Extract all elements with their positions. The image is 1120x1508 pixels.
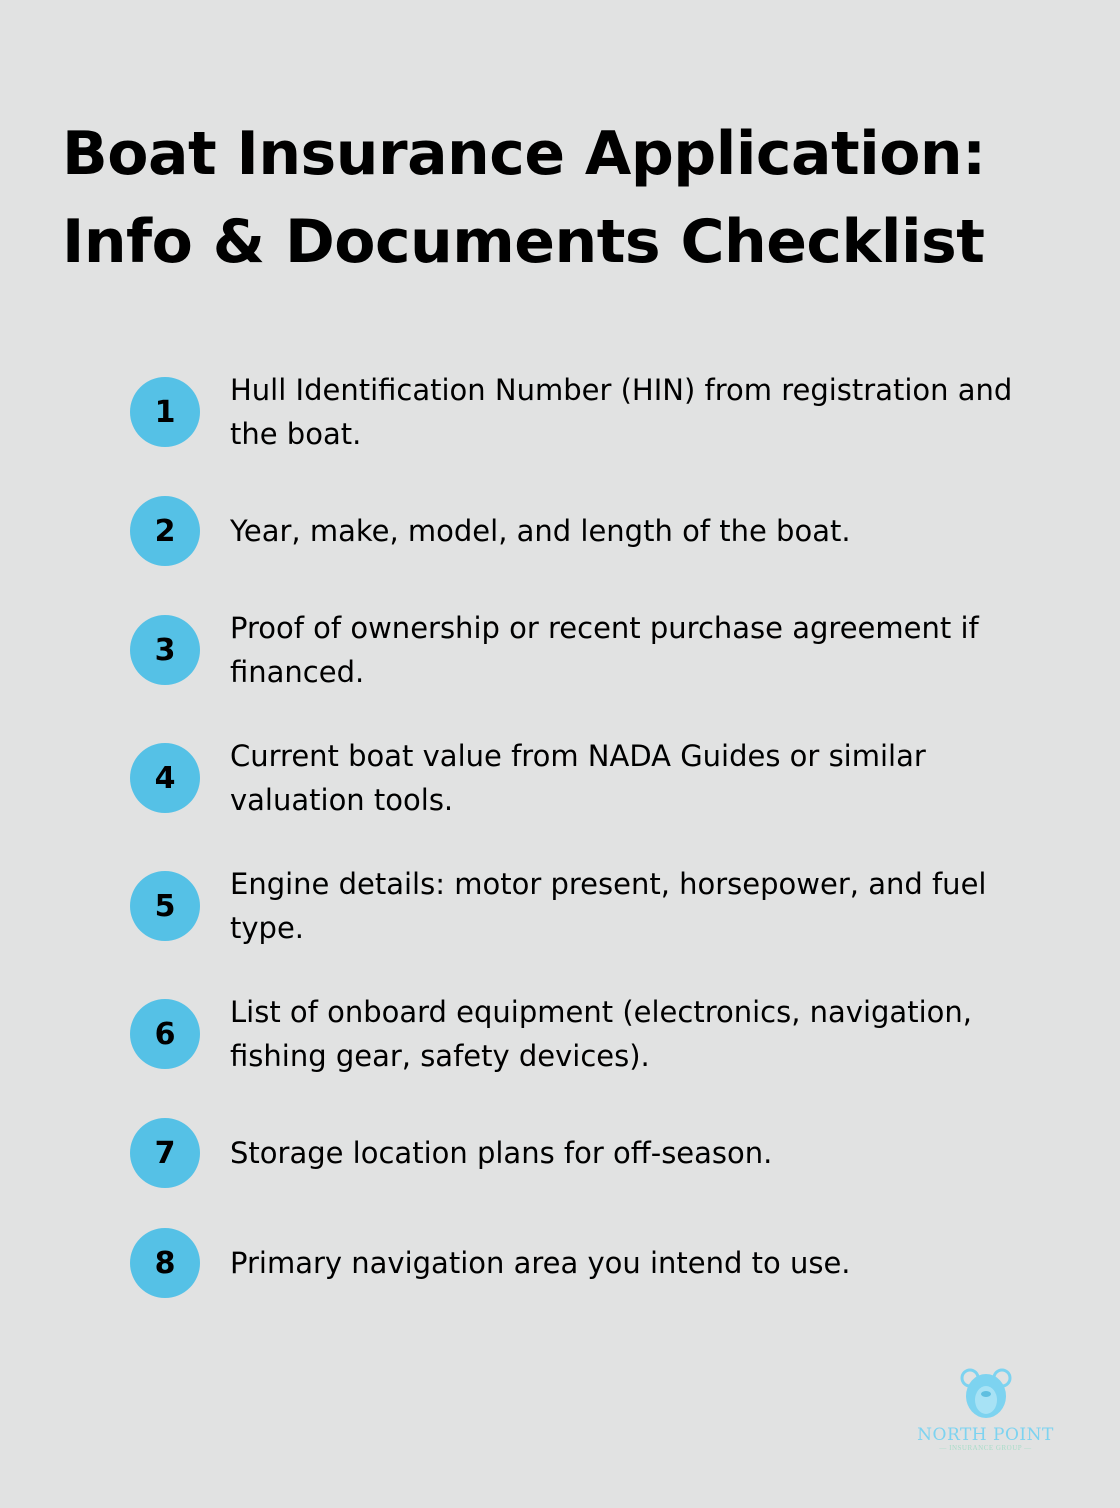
title-line-2: Info & Documents Checklist: [62, 207, 985, 277]
title-line-1: Boat Insurance Application:: [62, 119, 986, 189]
checklist-item: [130, 734, 1060, 822]
bear-head-icon: [958, 1366, 1014, 1422]
step-number-badge: 3: [130, 615, 200, 685]
logo-name: NORTH POINT: [917, 1425, 1054, 1445]
checklist-item: [130, 1228, 1060, 1298]
checklist-item: [130, 862, 1060, 950]
page-title: [62, 110, 986, 286]
step-number-badge: 4: [130, 743, 200, 813]
checklist-item: [130, 496, 1060, 566]
company-logo: [908, 1366, 1063, 1452]
step-number-badge: 2: [130, 496, 200, 566]
step-number-badge: 5: [130, 871, 200, 941]
checklist-item-text: Storage location plans for off-season.: [230, 1136, 773, 1170]
checklist-item-text: Hull Identification Number (HIN) from registration and the boat.: [230, 373, 1013, 451]
checklist-item: [130, 990, 1060, 1078]
checklist-item: [130, 1118, 1060, 1188]
checklist-item-text: Proof of ownership or recent purchase agreement if financed.: [230, 611, 979, 689]
step-number-badge: 7: [130, 1118, 200, 1188]
checklist-item: [130, 368, 1060, 456]
checklist-item-text: List of onboard equipment (electronics, navigation, fishing gear, safety devices).: [230, 995, 972, 1073]
step-number-badge: 6: [130, 999, 200, 1069]
checklist-item-text: Engine details: motor present, horsepower, and fuel type.: [230, 867, 987, 945]
step-number-badge: 8: [130, 1228, 200, 1298]
checklist-item-text: Primary navigation area you intend to use.: [230, 1246, 851, 1280]
checklist-item: [130, 606, 1060, 694]
logo-subtitle: — INSURANCE GROUP —: [939, 1444, 1032, 1452]
step-number-badge: 1: [130, 377, 200, 447]
checklist-item-text: Year, make, model, and length of the boat.: [230, 514, 851, 548]
checklist-item-text: Current boat value from NADA Guides or similar valuation tools.: [230, 739, 926, 817]
